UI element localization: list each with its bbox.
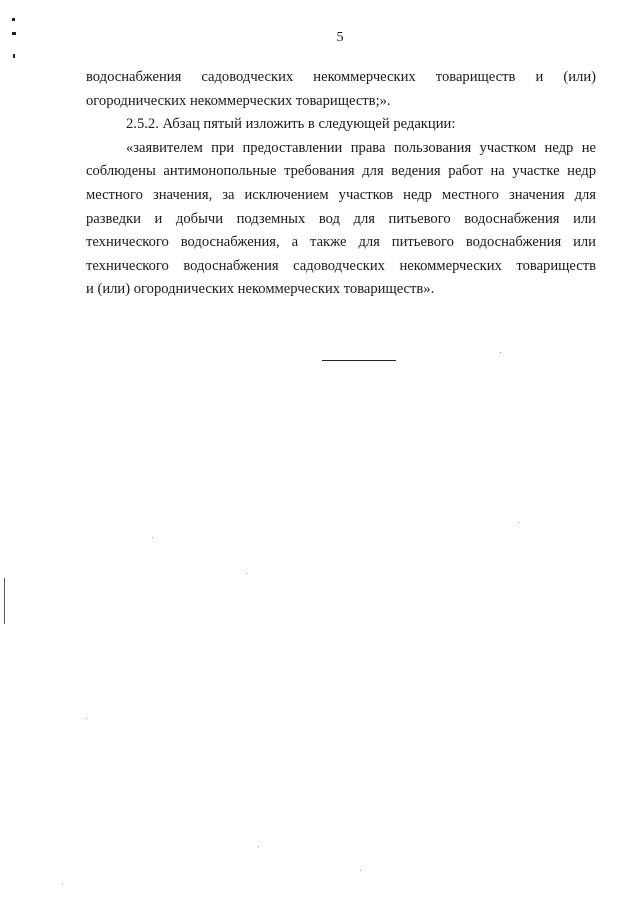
section-heading-2-5-2: 2.5.2. Абзац пятый изложить в следующей редакции:	[126, 116, 456, 133]
text-line: технического водоснабжения, а также для питьевого водоснабжения или	[86, 234, 596, 251]
end-divider-line	[322, 360, 396, 361]
document-body	[86, 66, 596, 302]
scan-speck	[258, 846, 259, 847]
text-line: водоснабжения садоводческих некоммерческих товариществ и (или)	[86, 69, 596, 85]
scan-speck	[246, 573, 247, 574]
text-line: огороднических некоммерческих товариществ;».	[86, 92, 391, 109]
text-line: и (или) огороднических некоммерческих товариществ».	[86, 281, 435, 298]
text-line: «заявителем при предоставлении права пользования участком недр не	[126, 139, 596, 156]
scan-speck	[62, 884, 63, 885]
scan-speck	[500, 352, 501, 353]
scan-mark	[13, 54, 15, 58]
text-line: соблюдены антимонопольные требования для ведения работ на участке недр	[86, 163, 596, 180]
text-line: местного значения, за исключением участков недр местного значения для	[86, 186, 596, 203]
page-number: 5	[336, 30, 344, 45]
scan-speck	[152, 537, 153, 538]
text-line: технического водоснабжения садоводческих некоммерческих товариществ	[86, 257, 596, 274]
scan-mark	[12, 18, 15, 21]
scan-speck	[86, 718, 87, 719]
scan-speck	[360, 870, 361, 871]
scan-mark	[4, 578, 5, 624]
text-line: разведки и добычи подземных вод для питьевого водоснабжения или	[86, 210, 596, 227]
scan-speck	[518, 522, 519, 523]
scan-mark	[12, 32, 16, 35]
